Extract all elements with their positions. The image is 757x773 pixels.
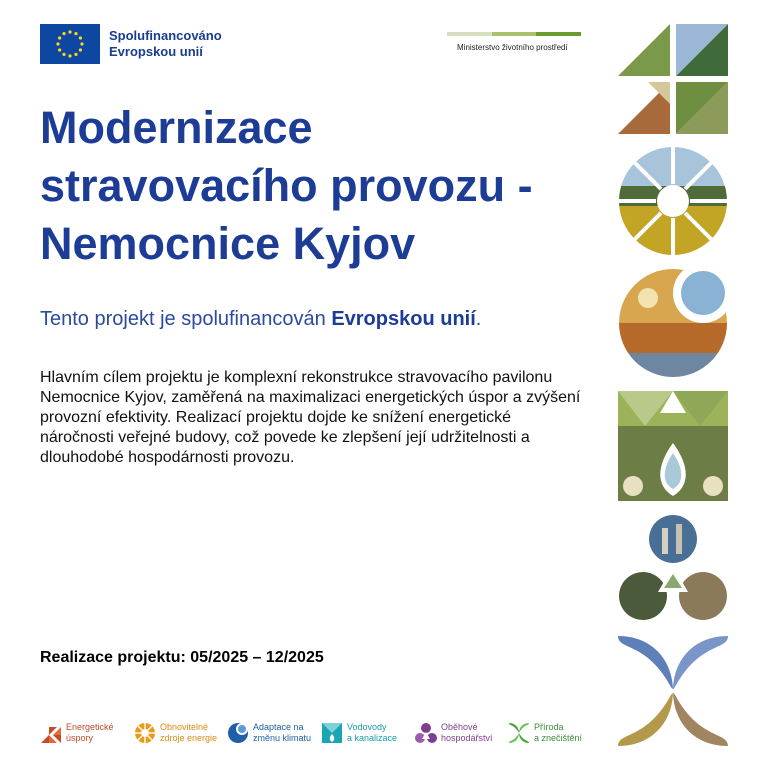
subtitle-prefix: Tento projekt je spolufinancován — [40, 308, 332, 330]
ministry-logo — [447, 32, 581, 52]
legend-label-renewable-energy — [160, 722, 217, 744]
legend-climate-line2: změnu klimatu — [253, 733, 312, 743]
eu-flag-icon — [40, 24, 100, 64]
water-sewage-icon — [321, 722, 343, 744]
cofunding-statement — [40, 308, 600, 331]
project-description: Hlavním cílem projektu je komplexní rekonstrukce stravovacího pavilonu Nemocnice Kyjov, zaměřená na maximalizaci energetických úspor a zvýšení provozní efektivity. Realizací projektu dojde ke snížení energetické náročnosti veřejné budovy, což povede ke zlepšení její udržitelnosti a dlouhodobé hospodárnosti provozu. — [40, 369, 581, 466]
eu-cofunding-logo — [40, 24, 222, 64]
energy-savings-icon — [40, 722, 62, 744]
legend-label-water-sewage — [347, 722, 397, 744]
water-sewage-mosaic — [618, 391, 728, 501]
eu-logo-text — [109, 28, 222, 60]
legend-label-circular-economy — [441, 722, 493, 744]
program-areas-legend — [40, 722, 585, 752]
legend-circular-line1: Oběhové — [441, 722, 478, 732]
legend-renewable-line2: zdroje energie — [160, 733, 218, 743]
subtitle-suffix: . — [475, 308, 482, 330]
eu-logo-line2: Evropskou unií — [109, 44, 203, 59]
ministry-name: Ministerstvo životního prostředí — [457, 43, 568, 52]
climate-adaptation-mosaic — [618, 268, 728, 378]
legend-energy-line1: Energetické — [66, 722, 114, 732]
legend-item-climate-adaptation — [227, 722, 311, 744]
climate-adaptation-icon — [227, 722, 249, 744]
energy-savings-mosaic — [618, 24, 728, 134]
renewable-energy-icon — [134, 722, 156, 744]
realization-period: Realizace projektu: 05/2025 – 12/2025 — [40, 649, 324, 666]
legend-energy-line2: úspory — [66, 733, 94, 743]
legend-label-climate-adaptation — [253, 722, 311, 744]
subtitle-emphasis: Evropskou unií — [331, 308, 476, 330]
page-title — [40, 99, 600, 273]
ministry-color-bar — [447, 32, 581, 36]
legend-item-circular-economy — [415, 722, 493, 744]
legend-climate-line1: Adaptace na — [253, 722, 304, 732]
legend-item-energy-savings — [40, 722, 114, 744]
circular-economy-icon — [415, 722, 437, 744]
legend-label-energy-savings — [66, 722, 114, 744]
legend-nature-line2: a znečištění — [534, 733, 583, 743]
legend-renewable-line1: Obnovitelné — [160, 722, 209, 732]
legend-water-line2: a kanalizace — [347, 733, 398, 743]
legend-circular-line2: hospodářství — [441, 733, 493, 743]
nature-pollution-mosaic — [618, 636, 728, 746]
legend-label-nature-pollution — [534, 722, 582, 744]
legend-item-renewable-energy — [134, 722, 217, 744]
nature-pollution-icon — [508, 722, 530, 744]
renewable-energy-mosaic — [618, 146, 728, 256]
legend-water-line1: Vodovody — [347, 722, 387, 732]
circular-economy-mosaic — [618, 514, 728, 624]
title-line2: stravovacího provozu - — [40, 160, 533, 211]
eu-logo-line1: Spolufinancováno — [109, 28, 222, 43]
title-line1: Modernizace — [40, 102, 313, 153]
legend-item-water-sewage — [321, 722, 397, 744]
legend-item-nature-pollution — [508, 722, 582, 744]
legend-nature-line1: Příroda — [534, 722, 564, 732]
title-line3: Nemocnice Kyjov — [40, 218, 416, 269]
